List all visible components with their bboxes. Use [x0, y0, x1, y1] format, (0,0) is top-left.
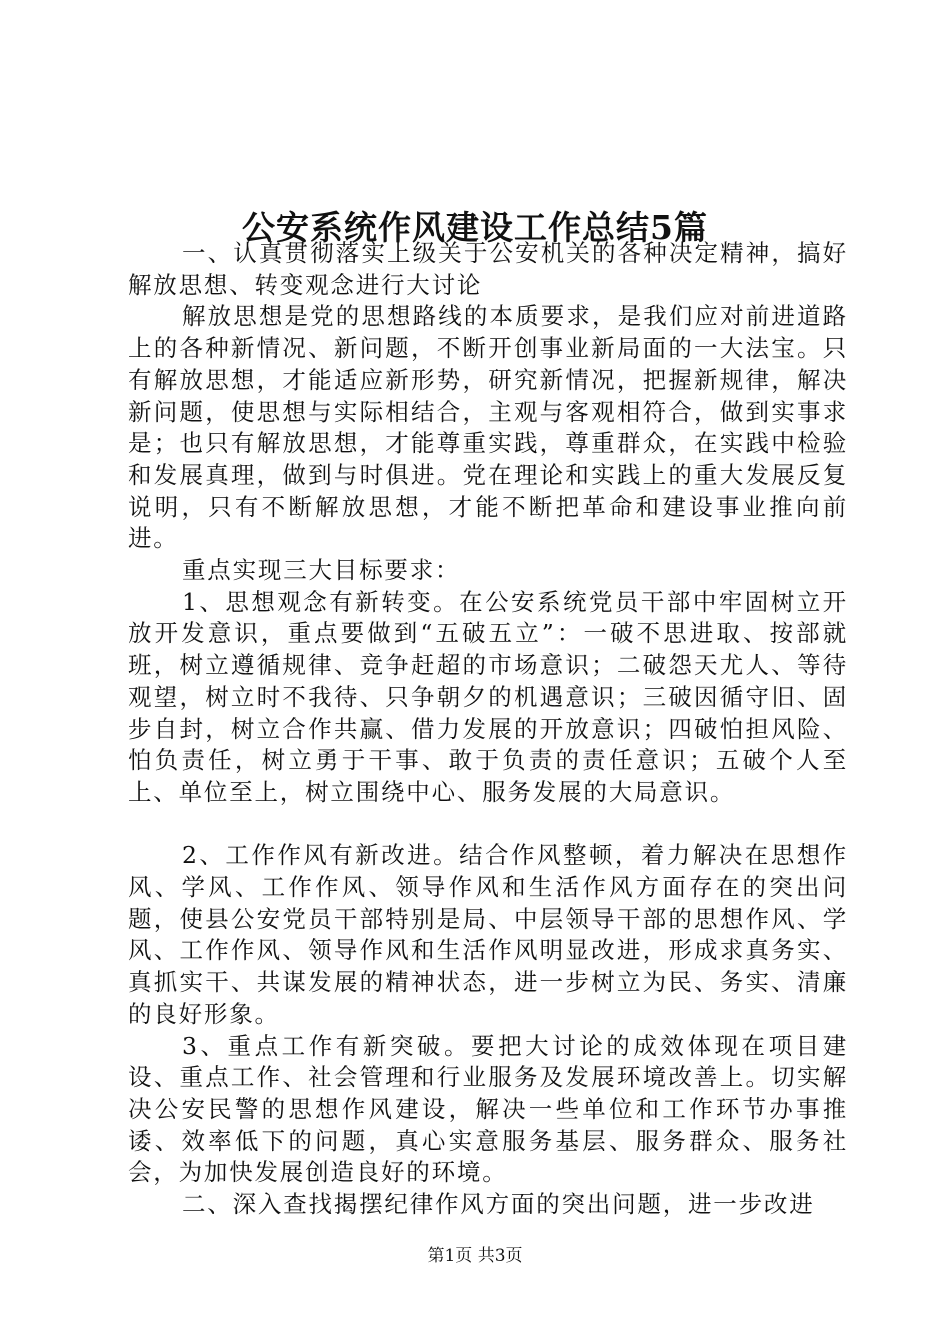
paragraph-three-goals: 重点实现三大目标要求： — [182, 556, 461, 585]
paragraph-goal-two: 2、工作作风有新改进。结合作风整顿，着力解决在思想作风、学风、工作作风、领导作风和生活作风方面存在的突出问题，使县公安党员干部特别是局、中层领导干部的思想作风、学风、工作作风、领导作风和生活作风明显改进，形成求真务实、真抓实干、共谋发展的精神状态，进一步树立为民、务实、清廉的良好形象。 — [128, 841, 848, 1028]
document-body — [128, 238, 848, 1221]
paragraph-goal-one: 1、思想观念有新转变。在公安系统党员干部中牢固树立开放开发意识，重点要做到“五破五立”：一破不思进取、按部就班，树立遵循规律、竞争赶超的市场意识；二破怨天尤人、等待观望，树立时不我待、只争朝夕的机遇意识；三破因循守旧、固步自封，树立合作共赢、借力发展的开放意识；四破怕担风险、怕负责任，树立勇于干事、敢于负责的责任意识；五破个人至上、单位至上，树立围绕中心、服务发展的大局意识。 — [128, 587, 848, 806]
page-footer: 第1页 共3页 — [427, 1246, 523, 1266]
paragraph-emancipate-mind: 解放思想是党的思想路线的本质要求，是我们应对前进道路上的各种新情况、新问题，不断开创事业新局面的一大法宝。只有解放思想，才能适应新形势，研究新情况，把握新规律，解决新问题，使思想与实际相结合，主观与客观相符合，做到实事求是；也只有解放思想，才能尊重实践，尊重群众，在实践中检验和发展真理，做到与时俱进。党在理论和实践上的重大发展反复说明，只有不断解放思想，才能不断把革命和建设事业推向前进。 — [128, 302, 848, 553]
paragraph-goal-three: 3、重点工作有新突破。要把大讨论的成效体现在项目建设、重点工作、社会管理和行业服务及发展环境改善上。切实解决公安民警的思想作风建设，解决一些单位和工作环节办事推诿、效率低下的问题，真心实意服务基层、服务群众、服务社会，为加快发展创造良好的环境。 — [128, 1031, 848, 1187]
paragraph-section-one-heading: 一、认真贯彻落实上级关于公安机关的各种决定精神，搞好解放思想、转变观念进行大讨论 — [128, 239, 848, 299]
document-title: 公安系统作风建设工作总结5篇 — [242, 208, 708, 248]
paragraph-section-two-heading: 二、深入查找揭摆纪律作风方面的突出问题，进一步改进 — [182, 1190, 815, 1219]
